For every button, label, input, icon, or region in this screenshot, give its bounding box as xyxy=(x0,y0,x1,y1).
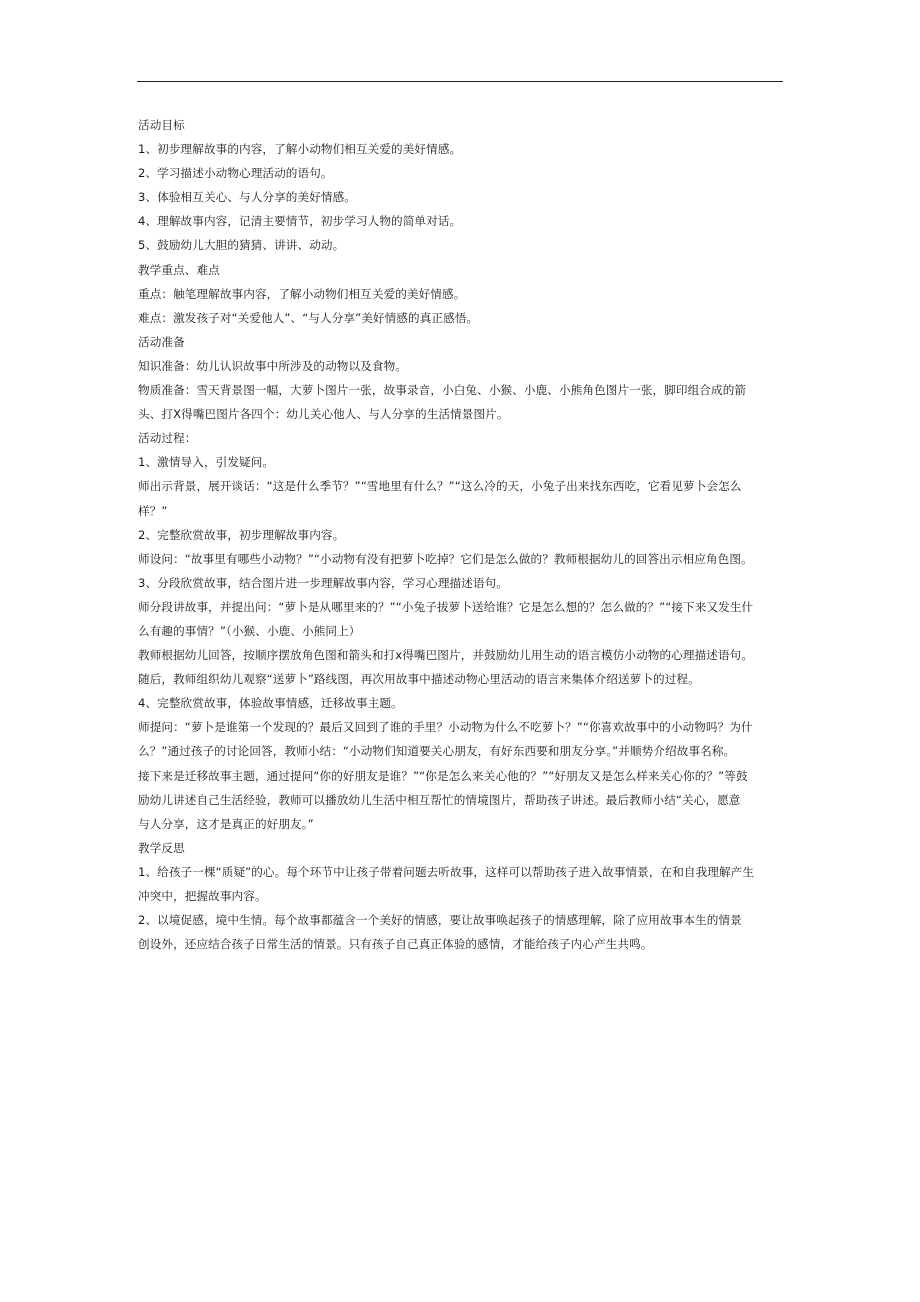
text-line: 师分段讲故事，并提出问：“萝卜是从哪里来的？”“小兔子拔萝卜送给谁？它是怎么想的？怎么做的？”“接下来又发生什 xyxy=(138,599,754,614)
header-rule xyxy=(137,81,783,82)
text-line: 么？”通过孩子的讨论回答，教师小结：“小动物们知道要关心朋友，有好东西要和朋友分享。”并顺势介绍故事名称。 xyxy=(138,744,736,759)
text-line: 与人分享，这才是真正的好朋友。” xyxy=(138,816,314,831)
text-line: 活动准备 xyxy=(138,334,185,349)
text-line: 2、以境促感，境中生情。每个故事都蕴含一个美好的情感，要让故事唤起孩子的情感理解，除了应用故事本生的情景 xyxy=(138,913,742,928)
text-line: 知识准备：幼儿认识故事中所涉及的动物以及食物。 xyxy=(138,358,407,373)
text-line: 师提问：“萝卜是谁第一个发现的？最后又回到了谁的手里？小动物为什么不吃萝卜？”“你喜欢故事中的小动物吗？为什 xyxy=(138,720,753,735)
text-line: 难点：激发孩子对“关爱他人”、“与人分享”美好情感的真正感悟。 xyxy=(138,310,479,325)
text-line: 3、体验相互关心、与人分享的美好情感。 xyxy=(138,190,356,205)
text-line: 活动目标 xyxy=(138,118,185,132)
text-line: 头、打X得嘴巴图片各四个：幼儿关心他人、与人分享的生活情景图片。 xyxy=(138,407,509,422)
text-line: 4、完整欣赏故事，体验故事情感，迁移故事主题。 xyxy=(138,696,403,711)
text-line: 1、给孩子一棵“质疑”的心。每个环节中让孩子带着问题去听故事，这样可以帮助孩子进入故事情景，在和自我理解产生 xyxy=(138,864,755,879)
text-line: 励幼儿讲述自己生活经验，教师可以播放幼儿生活中相互帮忙的情境图片，帮助孩子讲述。最后教师小结“关心，愿意 xyxy=(138,792,741,807)
text-line: 样？” xyxy=(138,503,168,518)
document-body xyxy=(138,113,790,956)
text-line: 教学重点、难点 xyxy=(138,262,220,277)
text-line: 教师根据幼儿回答，按顺序摆放角色图和箭头和打x得嘴巴图片，并鼓励幼儿用生动的语言模仿小动物的心理描述语句。 xyxy=(138,648,754,663)
text-line: 接下来是迁移故事主题，通过提问“你的好朋友是谁？”“你是怎么来关心他的？”“好朋友又是怎么样来关心你的？”等鼓 xyxy=(138,768,748,783)
text-line: 2、学习描述小动物心理活动的语句。 xyxy=(138,166,333,181)
text-line: 物质准备：雪天背景图一幅，大萝卜图片一张，故事录音，小白兔、小猴、小鹿、小熊角色图片一张，脚印组合成的箭 xyxy=(138,383,747,398)
text-line: 师出示背景，展开谈话：“这是什么季节？”“雪地里有什么？”“这么冷的天，小兔子出来找东西吃，它看见萝卜会怎么 xyxy=(138,479,742,494)
text-line: 3、分段欣赏故事，结合图片进一步理解故事内容，学习心理描述语句。 xyxy=(138,575,508,590)
text-line: 1、激情导入，引发疑问。 xyxy=(138,455,275,470)
text-line: 2、完整欣赏故事，初步理解故事内容。 xyxy=(138,527,345,542)
text-line: 师设问：“故事里有哪些小动物？”“小动物有没有把萝卜吃掉？它们是怎么做的？教师根据幼儿的回答出示相应角色图。 xyxy=(138,551,753,566)
text-line: 么有趣的事情？”（小猴、小鹿、小熊同上） xyxy=(138,623,361,638)
text-line: 1、初步理解故事的内容，了解小动物们相互关爱的美好情感。 xyxy=(138,142,462,157)
text-line: 4、理解故事内容，记清主要情节，初步学习人物的简单对话。 xyxy=(138,214,462,229)
text-line: 重点：触笔理解故事内容，了解小动物们相互关爱的美好情感。 xyxy=(138,286,466,301)
text-line: 冲突中，把握故事内容。 xyxy=(138,889,267,903)
text-line: 教学反思 xyxy=(138,840,185,855)
text-line: 创设外，还应结合孩子日常生活的情景。只有孩子自己真正体验的感情，才能给孩子内心产生共鸣。 xyxy=(138,937,653,952)
text-line: 活动过程： xyxy=(138,431,197,446)
text-line: 随后，教师组织幼儿观察“送萝卜”路线图，再次用故事中描述动物心里活动的语言来集体介绍送萝卜的过程。 xyxy=(138,672,700,687)
text-line: 5、鼓励幼儿大胆的猜猜、讲讲、动动。 xyxy=(138,238,345,253)
